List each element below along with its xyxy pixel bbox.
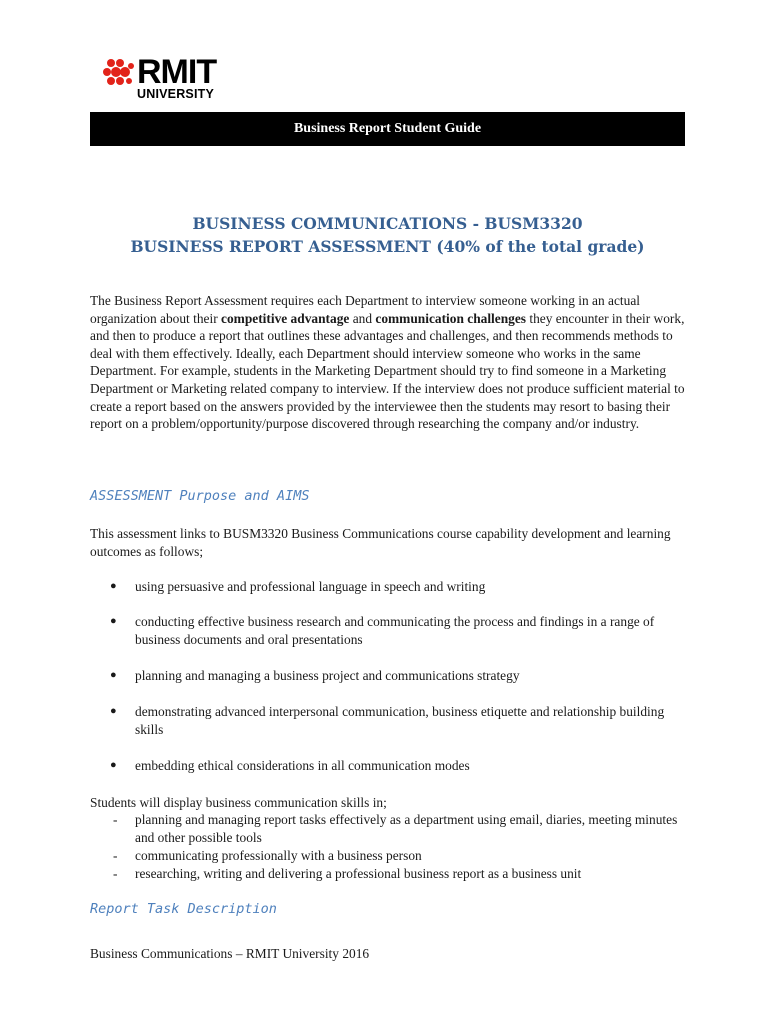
intro-bold-competitive-advantage: competitive advantage (221, 310, 350, 326)
intro-paragraph (90, 292, 685, 433)
document-title-line1: BUSINESS COMMUNICATIONS - BUSM3320 (192, 214, 583, 233)
intro-text-2: and (349, 310, 376, 326)
list-item-text: demonstrating advanced interpersonal communication, business etiquette and relationship building skills (135, 704, 665, 737)
list-item-text: researching, writing and delivering a professional business report as a business unit (135, 866, 582, 881)
dash-icon: - (113, 812, 118, 827)
bullet-icon: ● (110, 669, 117, 681)
intro-text-1: The Business Report Assessment requires each Department to interview someone working in an actual organization about their (90, 293, 640, 326)
assessment-lead-paragraph: This assessment links to BUSM3320 Business Communications course capability development and learning outcomes as follows; (90, 526, 671, 559)
guide-title-bar (90, 112, 685, 146)
bullet-icon: ● (110, 580, 117, 592)
list-item-text: planning and managing a business project and communications strategy (135, 668, 520, 683)
rmit-pixel-logo-icon (103, 58, 137, 88)
page-footer: Business Communications – RMIT University 2016 (90, 946, 370, 961)
logo-university-text: UNIVERSITY (137, 87, 215, 101)
intro-text-3: they encounter in their work, and then to produce a report that outlines these advantages and challenges, and then recommends methods to deal with them effectively. Ideally, each Department should interview someone who works in the same Department. For example, students in the Marketing Department should try to find someone in a Marketing Department or Marketing related company to interview. If the interview does not produce sufficient material to create a report based on the answers provided by the interviewee then the students may resort to basing their report on a problem/opportunity/purpose discovered through researching the company and/or industry. (90, 310, 685, 432)
bullet-icon: ● (110, 759, 117, 771)
dash-icon: - (113, 848, 118, 863)
bullet-icon: ● (110, 705, 117, 717)
rmit-logo (103, 53, 243, 102)
logo-rmit-text: RMIT (137, 53, 217, 91)
document-title-line2: BUSINESS REPORT ASSESSMENT (40% of the total grade) (130, 237, 645, 256)
section-heading-report-task: Report Task Description (90, 901, 277, 917)
section-heading-assessment: ASSESSMENT Purpose and AIMS (90, 488, 310, 504)
dash-icon: - (113, 866, 118, 881)
list-item-text: embedding ethical considerations in all communication modes (135, 758, 470, 773)
skills-lead-paragraph: Students will display business communication skills in; (90, 795, 387, 810)
list-item-text: using persuasive and professional language in speech and writing (135, 579, 486, 594)
intro-bold-communication-challenges: communication challenges (375, 310, 527, 326)
list-item-text: communicating professionally with a business person (135, 848, 422, 863)
list-item-text: planning and managing report tasks effectively as a department using email, diaries, meeting minutes and other possible tools (135, 812, 678, 845)
guide-title: Business Report Student Guide (293, 121, 482, 136)
bullet-icon: ● (110, 615, 117, 627)
list-item-text: conducting effective business research and communicating the process and findings in a range of business documents and oral presentations (135, 614, 655, 647)
